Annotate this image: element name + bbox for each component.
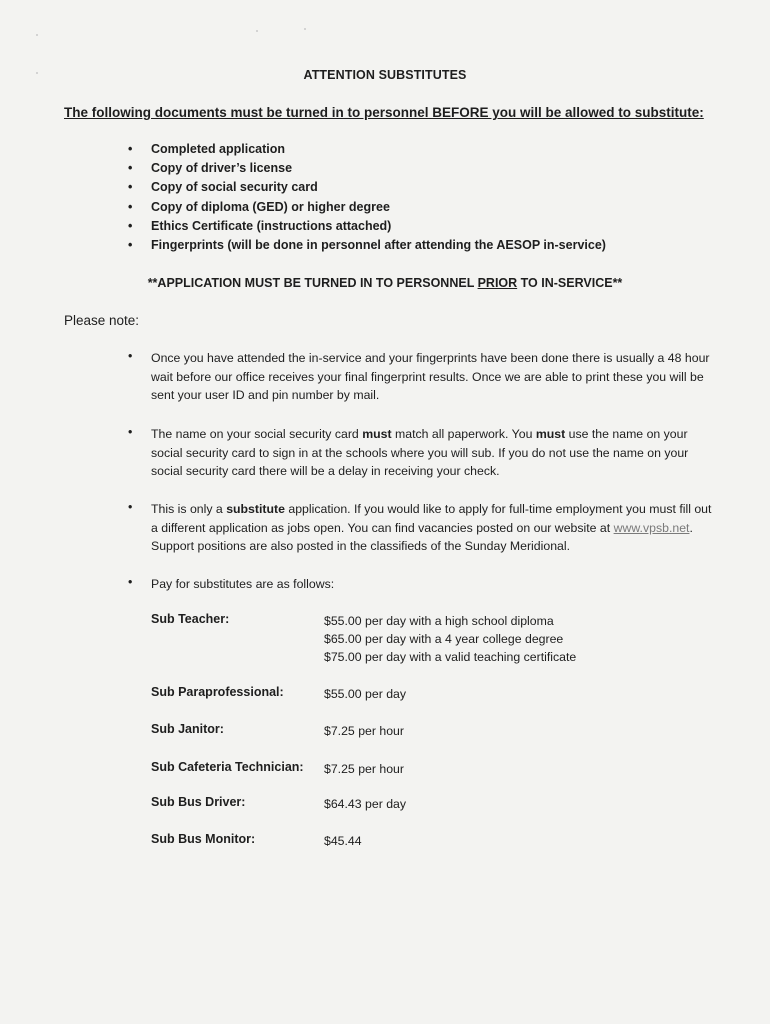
pay-value: $7.25 per hour [324, 762, 404, 776]
required-doc-label: Ethics Certificate (instructions attached) [151, 219, 392, 233]
scan-speck [256, 30, 258, 32]
bullet-icon: • [128, 349, 133, 363]
required-doc-label: Fingerprints (will be done in personnel after attending the AESOP in-service) [151, 238, 606, 252]
pay-value: $55.00 per day with a high school diploma [324, 614, 554, 628]
bullet-icon: • [128, 200, 133, 214]
required-doc-item [128, 161, 292, 175]
note-pay-intro: Pay for substitutes are as follows: [151, 577, 335, 591]
bullet-icon: • [128, 238, 133, 252]
notice-emphasis: PRIOR [477, 276, 518, 290]
required-doc-item [128, 200, 390, 214]
required-doc-item [128, 142, 285, 156]
pay-value: $75.00 per day with a valid teaching certificate [324, 650, 577, 664]
page-title: ATTENTION SUBSTITUTES [303, 68, 467, 82]
bullet-icon: • [128, 575, 133, 589]
pay-value: $64.43 per day [324, 797, 407, 811]
required-doc-label: Copy of social security card [151, 180, 318, 194]
required-doc-label: Copy of diploma (GED) or higher degree [151, 200, 390, 214]
scan-speck [36, 34, 38, 36]
bullet-icon: • [128, 219, 133, 233]
notice-text-end: TO IN-SERVICE** [517, 276, 623, 290]
bullet-icon: • [128, 180, 133, 194]
bullet-icon: • [128, 500, 133, 514]
note-fingerprint-wait: Once you have attended the in-service and your fingerprints have been done there is usually a 48 hour wait before our office receives your final fingerprint results. Once we are able to print these you will be sent your user ID and pin number by mail. [151, 351, 710, 403]
required-doc-label: Copy of driver’s license [151, 161, 293, 175]
pay-value: $7.25 per hour [324, 724, 404, 738]
pay-label: Sub Bus Monitor: [151, 832, 256, 846]
note-social-security-name: The name on your social security card must match all paperwork. You must use the name on your social security card to sign in at the schools where you will sub. If you do not use the name on your social security card there will be a delay in receiving your check. [151, 427, 689, 479]
required-doc-item [128, 238, 606, 252]
pay-label: Sub Bus Driver: [151, 795, 246, 809]
pay-label: Sub Paraprofessional: [151, 685, 284, 699]
scan-speck [304, 28, 306, 30]
required-doc-label: Completed application [151, 142, 286, 156]
pay-value: $65.00 per day with a 4 year college degree [324, 632, 564, 646]
intro-heading: The following documents must be turned in to personnel BEFORE you will be allowed to substitute: [64, 105, 704, 120]
bullet-icon: • [128, 161, 133, 175]
bullet-icon: • [128, 142, 133, 156]
pay-label: Sub Cafeteria Technician: [151, 760, 304, 774]
required-doc-item [128, 180, 318, 194]
pay-value: $45.44 [324, 834, 362, 848]
pay-value: $55.00 per day [324, 687, 407, 701]
notice-text: **APPLICATION MUST BE TURNED IN TO PERSONNEL [147, 276, 478, 290]
application-notice [0, 276, 770, 290]
bullet-icon: • [128, 425, 133, 439]
website-link[interactable]: www.vpsb.net [613, 520, 690, 535]
note-substitute-application: This is only a substitute application. If you would like to apply for full-time employment you must fill out a different application as jobs open. You can find vacancies posted on our website at www.vpsb.net. Support positions are also posted in the classifieds of the Sunday Meridional. [151, 502, 712, 554]
pay-label: Sub Teacher: [151, 612, 230, 626]
please-note-heading: Please note: [64, 313, 140, 328]
pay-label: Sub Janitor: [151, 722, 224, 736]
required-doc-item [128, 219, 391, 233]
